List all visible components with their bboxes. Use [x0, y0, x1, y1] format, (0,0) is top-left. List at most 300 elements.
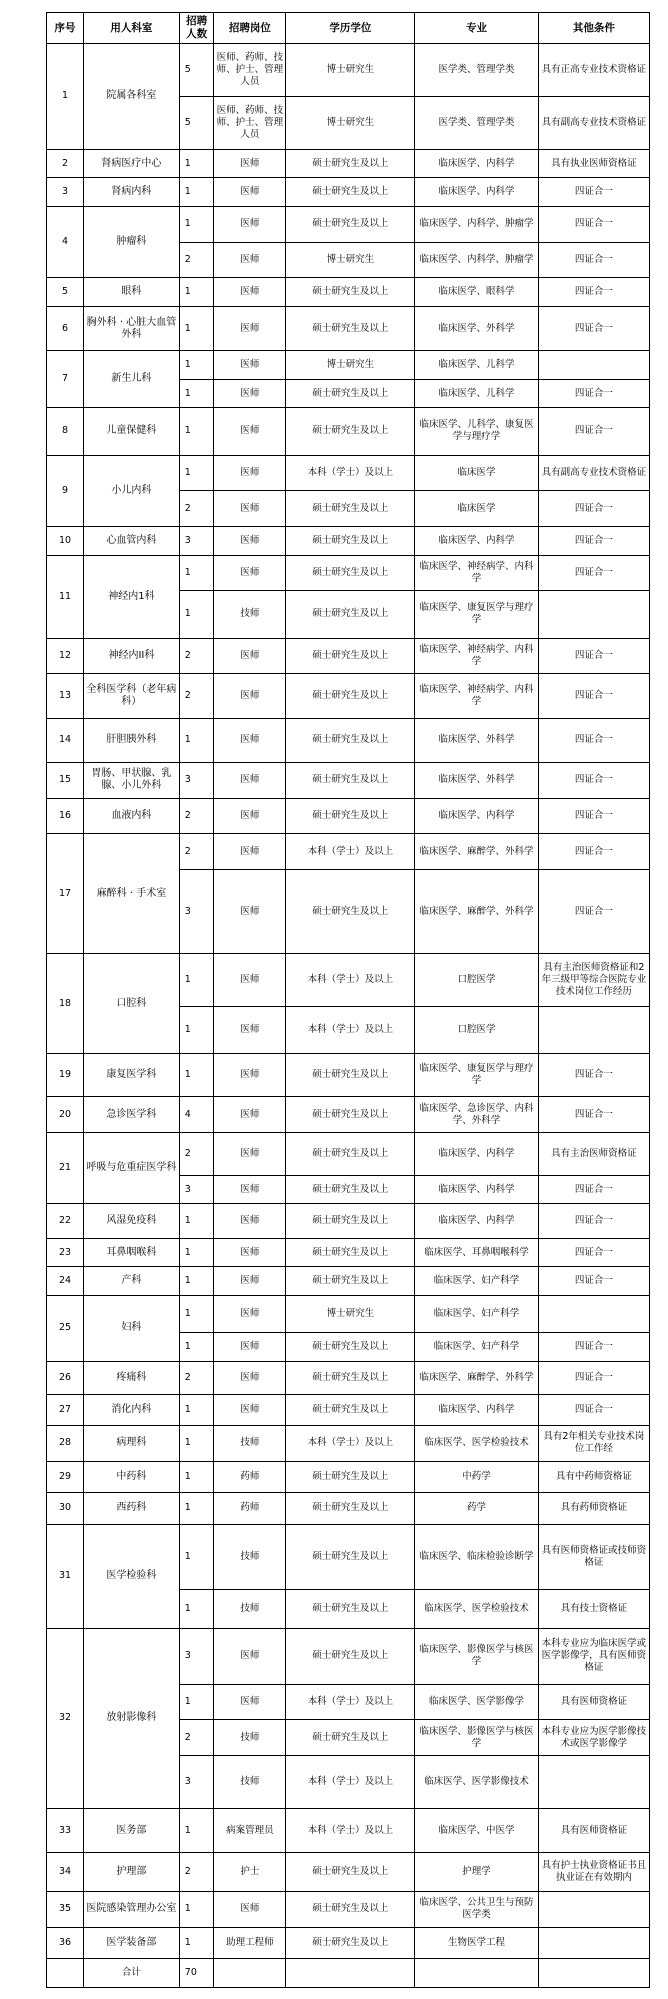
other-conditions: 四证合一 [538, 762, 649, 798]
major: 临床医学、急诊医学、内科学、外科学 [415, 1097, 538, 1133]
major: 临床医学、医学影像技术 [415, 1756, 538, 1809]
post-name: 医师 [214, 674, 286, 718]
major: 临床医学、麻醉学、外科学 [415, 1361, 538, 1394]
recruit-count: 1 [179, 1425, 214, 1461]
total-count: 70 [179, 1959, 214, 1988]
department-name: 胃肠、甲状腺、乳腺、小儿外科 [84, 762, 180, 798]
department-name: 儿童保健科 [84, 408, 180, 455]
education-level: 硕士研究生及以上 [286, 1394, 415, 1425]
post-name: 医师 [214, 718, 286, 762]
table-row [47, 1133, 650, 1176]
major: 护理学 [415, 1853, 538, 1892]
major: 临床医学、医学检验技术 [415, 1590, 538, 1629]
recruit-count: 2 [179, 798, 214, 834]
other-conditions: 四证合一 [538, 527, 649, 556]
post-name: 医师 [214, 408, 286, 455]
department-name: 肾病内科 [84, 178, 180, 207]
other-conditions: 四证合一 [538, 491, 649, 527]
education-level: 硕士研究生及以上 [286, 178, 415, 207]
education-level: 硕士研究生及以上 [286, 1590, 415, 1629]
education-level: 硕士研究生及以上 [286, 1097, 415, 1133]
other-conditions: 四证合一 [538, 1361, 649, 1394]
education-level: 硕士研究生及以上 [286, 674, 415, 718]
education-level: 硕士研究生及以上 [286, 638, 415, 674]
header-edu: 学历学位 [286, 13, 415, 44]
post-name: 医师 [214, 1295, 286, 1332]
department-name: 消化内科 [84, 1394, 180, 1425]
other-conditions: 四证合一 [538, 718, 649, 762]
row-number: 25 [47, 1295, 84, 1361]
department-name: 耳鼻咽喉科 [84, 1238, 180, 1267]
row-number: 12 [47, 638, 84, 674]
education-level: 本科（学士）及以上 [286, 1808, 415, 1852]
recruit-count: 3 [179, 762, 214, 798]
post-name: 医师 [214, 206, 286, 242]
other-conditions: 具有医师资格证 [538, 1808, 649, 1852]
recruit-count: 1 [179, 1204, 214, 1238]
post-name: 医师 [214, 527, 286, 556]
table-row [47, 1054, 650, 1097]
department-name: 放射影像科 [84, 1628, 180, 1808]
row-number: 13 [47, 674, 84, 718]
post-name: 医师 [214, 1133, 286, 1176]
recruit-count: 2 [179, 674, 214, 718]
department-name: 神经内II科 [84, 638, 180, 674]
table-row [47, 455, 650, 491]
department-name: 风湿免疫科 [84, 1204, 180, 1238]
other-conditions: 四证合一 [538, 278, 649, 307]
table-row [47, 1891, 650, 1927]
education-level: 本科（学士）及以上 [286, 1007, 415, 1054]
recruit-count: 2 [179, 1133, 214, 1176]
total-seq [47, 1959, 84, 1988]
major: 临床医学、康复医学与理疗学 [415, 591, 538, 638]
major: 临床医学、儿科学 [415, 351, 538, 380]
recruit-count: 5 [179, 96, 214, 149]
table-row [47, 1361, 650, 1394]
other-conditions: 本科专业应为医学影像技术或医学影像学 [538, 1720, 649, 1756]
table-row [47, 1853, 650, 1892]
row-number: 2 [47, 149, 84, 178]
major: 临床医学、临床检验诊断学 [415, 1524, 538, 1590]
recruit-count: 4 [179, 1097, 214, 1133]
major: 临床医学、内科学 [415, 178, 538, 207]
table-row [47, 44, 650, 97]
department-name: 神经内1科 [84, 555, 180, 638]
other-conditions: 四证合一 [538, 555, 649, 591]
other-conditions: 四证合一 [538, 798, 649, 834]
major: 医学类、管理学类 [415, 44, 538, 97]
row-number: 15 [47, 762, 84, 798]
total-label: 合计 [84, 1959, 180, 1988]
education-level: 硕士研究生及以上 [286, 408, 415, 455]
table-row [47, 1238, 650, 1267]
major: 临床医学、内科学、肿瘤学 [415, 206, 538, 242]
other-conditions: 四证合一 [538, 1394, 649, 1425]
total-cond [538, 1959, 649, 1988]
education-level: 硕士研究生及以上 [286, 1175, 415, 1204]
department-name: 医学检验科 [84, 1524, 180, 1628]
row-number: 16 [47, 798, 84, 834]
row-number: 36 [47, 1927, 84, 1958]
recruit-count: 1 [179, 591, 214, 638]
major: 临床医学、神经病学、内科学 [415, 638, 538, 674]
row-number: 18 [47, 954, 84, 1054]
major: 临床医学、医学检验技术 [415, 1425, 538, 1461]
recruit-count: 1 [179, 1590, 214, 1629]
row-number: 19 [47, 1054, 84, 1097]
table-row [47, 1267, 650, 1296]
major: 生物医学工程 [415, 1927, 538, 1958]
table-row [47, 351, 650, 380]
header-major: 专业 [415, 13, 538, 44]
recruit-count: 1 [179, 1333, 214, 1362]
education-level: 博士研究生 [286, 1295, 415, 1332]
department-name: 血液内科 [84, 798, 180, 834]
row-number: 29 [47, 1461, 84, 1492]
other-conditions: 具有药师资格证 [538, 1493, 649, 1524]
education-level: 硕士研究生及以上 [286, 762, 415, 798]
department-name: 口腔科 [84, 954, 180, 1054]
post-name: 医师 [214, 1394, 286, 1425]
total-post [214, 1959, 286, 1988]
table-row [47, 674, 650, 718]
table-row [47, 527, 650, 556]
post-name: 医师 [214, 1054, 286, 1097]
recruit-count: 1 [179, 718, 214, 762]
recruit-count: 1 [179, 408, 214, 455]
major: 临床医学、耳鼻咽喉科学 [415, 1238, 538, 1267]
major: 临床医学、神经病学、内科学 [415, 555, 538, 591]
other-conditions: 具有医师资格证或技师资格证 [538, 1524, 649, 1590]
table-row [47, 1461, 650, 1492]
department-name: 中药科 [84, 1461, 180, 1492]
major: 临床医学、内科学、肿瘤学 [415, 242, 538, 278]
education-level: 硕士研究生及以上 [286, 527, 415, 556]
table-row [47, 278, 650, 307]
department-name: 眼科 [84, 278, 180, 307]
table-row [47, 178, 650, 207]
recruitment-table [46, 12, 650, 1988]
department-name: 呼吸与危重症医学科 [84, 1133, 180, 1204]
post-name: 医师 [214, 351, 286, 380]
major: 临床医学、内科学 [415, 1394, 538, 1425]
row-number: 28 [47, 1425, 84, 1461]
other-conditions: 四证合一 [538, 1175, 649, 1204]
row-number: 26 [47, 1361, 84, 1394]
recruit-count: 1 [179, 455, 214, 491]
recruit-count: 2 [179, 242, 214, 278]
education-level: 硕士研究生及以上 [286, 1204, 415, 1238]
post-name: 技师 [214, 1524, 286, 1590]
post-name: 医师 [214, 1267, 286, 1296]
recruit-count: 1 [179, 1295, 214, 1332]
other-conditions: 四证合一 [538, 1238, 649, 1267]
table-row [47, 1295, 650, 1332]
post-name: 医师 [214, 1333, 286, 1362]
other-conditions: 四证合一 [538, 178, 649, 207]
other-conditions: 四证合一 [538, 242, 649, 278]
row-number: 10 [47, 527, 84, 556]
education-level: 硕士研究生及以上 [286, 1361, 415, 1394]
other-conditions: 四证合一 [538, 638, 649, 674]
post-name: 医师 [214, 638, 286, 674]
post-name: 技师 [214, 591, 286, 638]
major: 临床医学、内科学 [415, 527, 538, 556]
header-count: 招聘人数 [179, 13, 214, 44]
education-level: 硕士研究生及以上 [286, 1054, 415, 1097]
row-number: 23 [47, 1238, 84, 1267]
recruit-count: 1 [179, 1007, 214, 1054]
table-row [47, 1927, 650, 1958]
other-conditions: 四证合一 [538, 1097, 649, 1133]
recruit-count: 1 [179, 1684, 214, 1720]
education-level: 硕士研究生及以上 [286, 591, 415, 638]
table-row [47, 555, 650, 591]
recruit-count: 5 [179, 44, 214, 97]
department-name: 肿瘤科 [84, 206, 180, 277]
education-level: 博士研究生 [286, 351, 415, 380]
recruit-count: 1 [179, 1524, 214, 1590]
post-name: 医师 [214, 1097, 286, 1133]
major: 临床医学、神经病学、内科学 [415, 674, 538, 718]
major: 临床医学、妇产科学 [415, 1333, 538, 1362]
post-name: 护士 [214, 1853, 286, 1892]
post-name: 医师 [214, 1891, 286, 1927]
total-row [47, 1959, 650, 1988]
header-seq: 序号 [47, 13, 84, 44]
post-name: 助理工程师 [214, 1927, 286, 1958]
major: 临床医学、麻醉学、外科学 [415, 834, 538, 870]
recruit-count: 1 [179, 278, 214, 307]
department-name: 心血管内科 [84, 527, 180, 556]
other-conditions: 四证合一 [538, 306, 649, 350]
major: 临床医学、公共卫生与预防医学类 [415, 1891, 538, 1927]
post-name: 技师 [214, 1590, 286, 1629]
department-name: 护理部 [84, 1853, 180, 1892]
post-name: 病案管理员 [214, 1808, 286, 1852]
major: 临床医学、妇产科学 [415, 1295, 538, 1332]
other-conditions: 四证合一 [538, 1054, 649, 1097]
table-row [47, 408, 650, 455]
row-number: 11 [47, 555, 84, 638]
other-conditions [538, 1756, 649, 1809]
recruit-count: 1 [179, 1238, 214, 1267]
recruit-count: 1 [179, 379, 214, 408]
education-level: 硕士研究生及以上 [286, 1853, 415, 1892]
recruit-count: 1 [179, 178, 214, 207]
table-row [47, 954, 650, 1007]
education-level: 硕士研究生及以上 [286, 491, 415, 527]
other-conditions: 四证合一 [538, 834, 649, 870]
header-cond: 其他条件 [538, 13, 649, 44]
row-number: 17 [47, 834, 84, 954]
recruit-count: 1 [179, 1927, 214, 1958]
education-level: 本科（学士）及以上 [286, 1684, 415, 1720]
recruit-count: 3 [179, 1175, 214, 1204]
other-conditions: 具有医师资格证 [538, 1684, 649, 1720]
row-number: 27 [47, 1394, 84, 1425]
other-conditions: 四证合一 [538, 1267, 649, 1296]
department-name: 康复医学科 [84, 1054, 180, 1097]
other-conditions [538, 351, 649, 380]
education-level: 本科（学士）及以上 [286, 455, 415, 491]
major: 口腔医学 [415, 1007, 538, 1054]
row-number: 32 [47, 1628, 84, 1808]
education-level: 本科（学士）及以上 [286, 954, 415, 1007]
major: 临床医学、外科学 [415, 306, 538, 350]
recruit-count: 1 [179, 555, 214, 591]
post-name: 医师 [214, 1238, 286, 1267]
table-row [47, 798, 650, 834]
department-name: 医院感染管理办公室 [84, 1891, 180, 1927]
other-conditions: 具有2年相关专业技术岗位工作经 [538, 1425, 649, 1461]
other-conditions [538, 1295, 649, 1332]
row-number: 21 [47, 1133, 84, 1204]
table-row [47, 1808, 650, 1852]
recruit-count: 1 [179, 1493, 214, 1524]
post-name: 医师 [214, 491, 286, 527]
row-number: 9 [47, 455, 84, 526]
table-row [47, 1204, 650, 1238]
recruit-count: 1 [179, 1267, 214, 1296]
department-name: 新生儿科 [84, 351, 180, 408]
education-level: 博士研究生 [286, 44, 415, 97]
recruit-count: 1 [179, 306, 214, 350]
row-number: 4 [47, 206, 84, 277]
other-conditions: 具有副高专业技术资格证 [538, 96, 649, 149]
recruit-count: 1 [179, 1054, 214, 1097]
recruit-count: 2 [179, 834, 214, 870]
recruit-count: 1 [179, 149, 214, 178]
major: 临床医学、内科学 [415, 1133, 538, 1176]
table-row [47, 1493, 650, 1524]
row-number: 8 [47, 408, 84, 455]
post-name: 医师 [214, 1361, 286, 1394]
major: 临床医学、内科学 [415, 798, 538, 834]
education-level: 硕士研究生及以上 [286, 1891, 415, 1927]
major: 临床医学、影像医学与核医学 [415, 1720, 538, 1756]
table-row [47, 834, 650, 870]
other-conditions: 具有护士执业资格证书且执业证在有效期内 [538, 1853, 649, 1892]
education-level: 硕士研究生及以上 [286, 1524, 415, 1590]
post-name: 药师 [214, 1493, 286, 1524]
major: 中药学 [415, 1461, 538, 1492]
education-level: 硕士研究生及以上 [286, 379, 415, 408]
other-conditions [538, 1891, 649, 1927]
other-conditions: 四证合一 [538, 870, 649, 954]
education-level: 硕士研究生及以上 [286, 798, 415, 834]
major: 临床医学、内科学 [415, 1204, 538, 1238]
department-name: 小儿内科 [84, 455, 180, 526]
major: 临床医学 [415, 491, 538, 527]
department-name: 产科 [84, 1267, 180, 1296]
education-level: 硕士研究生及以上 [286, 1720, 415, 1756]
education-level: 本科（学士）及以上 [286, 1756, 415, 1809]
other-conditions: 四证合一 [538, 206, 649, 242]
education-level: 硕士研究生及以上 [286, 149, 415, 178]
table-row [47, 206, 650, 242]
other-conditions: 本科专业应为临床医学或医学影像学，具有医师资格证 [538, 1628, 649, 1684]
other-conditions [538, 1927, 649, 1958]
recruit-count: 2 [179, 1361, 214, 1394]
row-number: 3 [47, 178, 84, 207]
row-number: 24 [47, 1267, 84, 1296]
post-name: 医师 [214, 278, 286, 307]
major: 口腔医学 [415, 954, 538, 1007]
education-level: 硕士研究生及以上 [286, 306, 415, 350]
post-name: 医师 [214, 1684, 286, 1720]
department-name: 急诊医学科 [84, 1097, 180, 1133]
other-conditions [538, 1007, 649, 1054]
post-name: 医师 [214, 555, 286, 591]
department-name: 医务部 [84, 1808, 180, 1852]
major: 临床医学、医学影像学 [415, 1684, 538, 1720]
table-row [47, 718, 650, 762]
education-level: 硕士研究生及以上 [286, 718, 415, 762]
department-name: 疼痛科 [84, 1361, 180, 1394]
major: 临床医学、麻醉学、外科学 [415, 870, 538, 954]
row-number: 6 [47, 306, 84, 350]
post-name: 药师 [214, 1461, 286, 1492]
post-name: 医师 [214, 242, 286, 278]
recruit-count: 1 [179, 954, 214, 1007]
table-row [47, 1628, 650, 1684]
post-name: 医师 [214, 954, 286, 1007]
row-number: 22 [47, 1204, 84, 1238]
post-name: 技师 [214, 1720, 286, 1756]
other-conditions: 四证合一 [538, 1333, 649, 1362]
education-level: 硕士研究生及以上 [286, 1628, 415, 1684]
row-number: 30 [47, 1493, 84, 1524]
other-conditions: 具有执业医师资格证 [538, 149, 649, 178]
major: 临床医学、内科学 [415, 1175, 538, 1204]
post-name: 医师 [214, 178, 286, 207]
education-level: 硕士研究生及以上 [286, 278, 415, 307]
other-conditions: 具有主治医师资格证和2年三级甲等综合医院专业技术岗位工作经历 [538, 954, 649, 1007]
table-row [47, 638, 650, 674]
post-name: 医师 [214, 1204, 286, 1238]
education-level: 硕士研究生及以上 [286, 870, 415, 954]
recruit-count: 1 [179, 1461, 214, 1492]
row-number: 1 [47, 44, 84, 150]
table-row [47, 1425, 650, 1461]
header-row [47, 13, 650, 44]
major: 临床医学、影像医学与核医学 [415, 1628, 538, 1684]
education-level: 硕士研究生及以上 [286, 1267, 415, 1296]
recruit-count: 1 [179, 206, 214, 242]
recruit-count: 2 [179, 638, 214, 674]
department-name: 病理科 [84, 1425, 180, 1461]
row-number: 33 [47, 1808, 84, 1852]
post-name: 医师 [214, 149, 286, 178]
other-conditions: 具有正高专业技术资格证 [538, 44, 649, 97]
other-conditions: 具有中药师资格证 [538, 1461, 649, 1492]
row-number: 34 [47, 1853, 84, 1892]
recruit-count: 3 [179, 870, 214, 954]
other-conditions: 四证合一 [538, 408, 649, 455]
other-conditions [538, 591, 649, 638]
education-level: 硕士研究生及以上 [286, 1493, 415, 1524]
department-name: 妇科 [84, 1295, 180, 1361]
row-number: 31 [47, 1524, 84, 1628]
recruit-count: 2 [179, 1720, 214, 1756]
other-conditions: 具有技士资格证 [538, 1590, 649, 1629]
education-level: 硕士研究生及以上 [286, 1238, 415, 1267]
other-conditions: 四证合一 [538, 674, 649, 718]
education-level: 本科（学士）及以上 [286, 834, 415, 870]
education-level: 硕士研究生及以上 [286, 1333, 415, 1362]
